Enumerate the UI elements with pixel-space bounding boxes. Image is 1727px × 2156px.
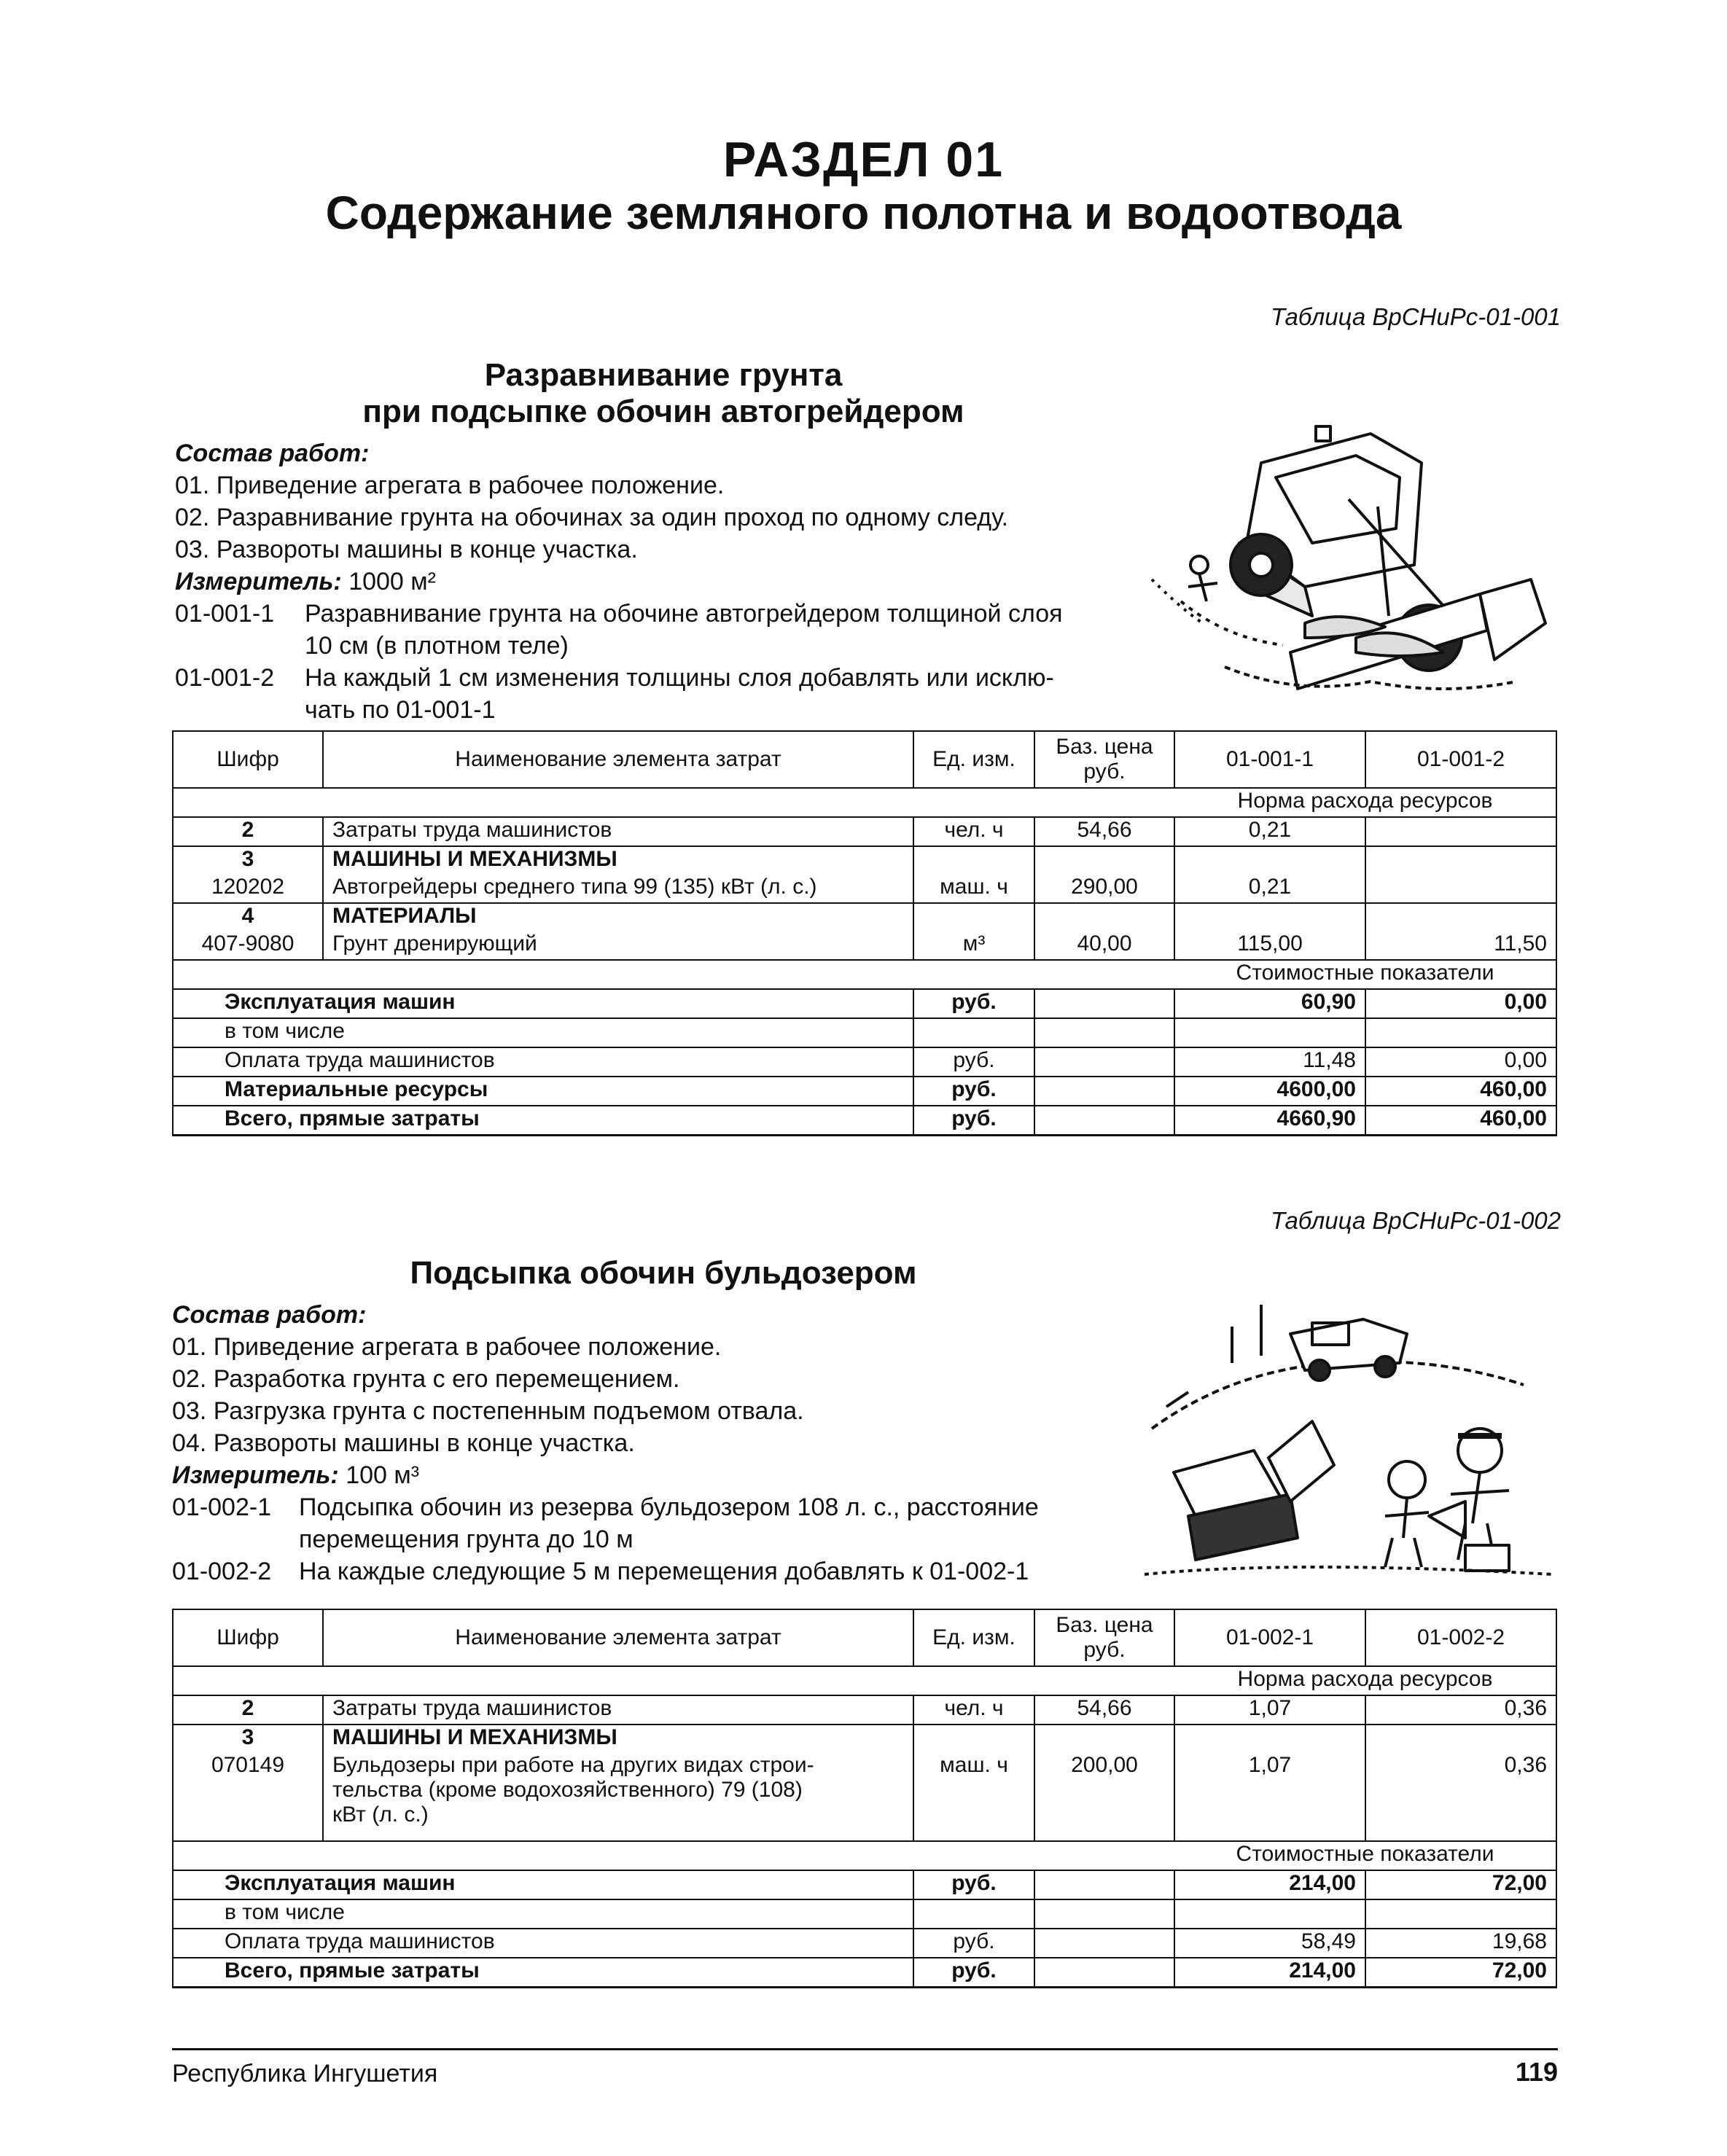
position-item	[175, 662, 1152, 726]
position-text: Разравнивание грунта на обочине автогрейдером толщиной слоя 10 см (в плотном теле)	[305, 600, 1063, 660]
header-code: Шифр	[173, 731, 323, 788]
group-label-row	[173, 1841, 1556, 1870]
table-header-row	[173, 1609, 1556, 1666]
resource-table	[172, 730, 1557, 1136]
position-code: 01-002-2	[172, 1558, 272, 1585]
cost-row: в том числе	[173, 1018, 1556, 1047]
position-text: На каждые следующие 5 м перемещения добавлять к 01-002-1	[299, 1558, 1029, 1585]
work-item: 02. Разработка грунта с его перемещением.	[172, 1365, 680, 1393]
header-price: Баз. цена руб.	[1034, 1609, 1174, 1666]
cost-row: Эксплуатация машин руб. 60,90 0,00	[173, 989, 1556, 1018]
table-row: 070149 Бульдозеры при работе на других видах строи- тельства (кроме водохозяйственного) 79 (108) кВт (л. с.) маш. ч 200,00 1,07 0,36	[173, 1753, 1556, 1841]
measure	[175, 566, 1152, 598]
table-title: при подсыпке обочин автогрейдером	[362, 394, 964, 429]
table-reference: Таблица ВрСНиРс-01-001	[1271, 303, 1561, 330]
measure-value: 100 м³	[346, 1461, 420, 1489]
header-col1: 01-001-1	[1174, 731, 1365, 788]
position-text: На каждый 1 см изменения толщины слоя добавлять или исклю- чать по 01-001-1	[305, 664, 1054, 724]
header-name: Наименование элемента затрат	[323, 1609, 913, 1666]
cost-row: Всего, прямые затраты руб. 214,00 72,00	[173, 1958, 1556, 1988]
work-composition	[172, 1299, 1149, 1587]
norm-label: Норма расхода ресурсов	[1174, 788, 1556, 817]
measure-label: Измеритель:	[175, 568, 342, 595]
bulldozer-illustration	[1145, 1283, 1553, 1589]
position-item	[172, 1555, 1149, 1587]
cost-label: Стоимостные показатели	[1174, 960, 1556, 989]
cost-row: Оплата труда машинистов руб. 58,49 19,68	[173, 1929, 1556, 1958]
section-title: Содержание земляного полотна и водоотвода	[325, 187, 1402, 239]
group-label-row	[173, 960, 1556, 989]
header-code: Шифр	[173, 1609, 323, 1666]
norm-label: Норма расхода ресурсов	[1174, 1666, 1556, 1695]
table-row: 4 МАТЕРИАЛЫ	[173, 903, 1556, 931]
measure-value: 1000 м²	[348, 568, 436, 595]
position-code: 01-001-2	[175, 664, 275, 692]
cost-row: Эксплуатация машин руб. 214,00 72,00	[173, 1870, 1556, 1899]
table-title: Подсыпка обочин бульдозером	[410, 1255, 917, 1291]
footer-region: Республика Ингушетия	[172, 2060, 438, 2087]
header-unit: Ед. изм.	[913, 731, 1034, 788]
position-text: Подсыпка обочин из резерва бульдозером 108 л. с., расстояние перемещения грунта до 10 м	[299, 1493, 1039, 1553]
header-col2: 01-002-2	[1365, 1609, 1556, 1666]
work-item: 01. Приведение агрегата в рабочее положение.	[175, 472, 725, 499]
table-row: 3 МАШИНЫ И МЕХАНИЗМЫ	[173, 1725, 1556, 1753]
measure-label: Измеритель:	[172, 1461, 339, 1489]
work-label: Состав работ:	[175, 440, 370, 467]
table-row: 120202 Автогрейдеры среднего типа 99 (135) кВт (л. с.) маш. ч 290,00 0,21	[173, 875, 1556, 903]
cost-row: Всего, прямые затраты руб. 4660,90 460,00	[173, 1106, 1556, 1136]
work-item: 04. Развороты машины в конце участка.	[172, 1429, 635, 1457]
header-col1: 01-002-1	[1174, 1609, 1365, 1666]
table-row: 2 Затраты труда машинистов чел. ч 54,66 1,07 0,36	[173, 1695, 1556, 1725]
table-reference: Таблица ВрСНиРс-01-002	[1271, 1207, 1561, 1234]
group-label-row	[173, 788, 1556, 817]
work-label: Состав работ:	[172, 1301, 367, 1329]
page-number: 119	[1515, 2057, 1558, 2087]
work-item: 03. Развороты машины в конце участка.	[175, 536, 638, 563]
measure	[172, 1459, 1149, 1491]
work-item: 01. Приведение агрегата в рабочее положение.	[172, 1333, 722, 1361]
table-row: 3 МАШИНЫ И МЕХАНИЗМЫ	[173, 846, 1556, 875]
position-item	[175, 598, 1152, 662]
work-item: 03. Разгрузка грунта с постепенным подъемом отвала.	[172, 1397, 804, 1425]
header-unit: Ед. изм.	[913, 1609, 1034, 1666]
cost-row: Материальные ресурсы руб. 4600,00 460,00	[173, 1077, 1556, 1106]
header-price: Баз. цена руб.	[1034, 731, 1174, 788]
cost-row: Оплата труда машинистов руб. 11,48 0,00	[173, 1047, 1556, 1077]
cost-row: в том числе	[173, 1899, 1556, 1929]
motor-grader-illustration	[1137, 419, 1553, 718]
work-item: 02. Разравнивание грунта на обочинах за один проход по одному следу.	[175, 504, 1009, 531]
position-code: 01-001-1	[175, 600, 275, 628]
position-code: 01-002-1	[172, 1493, 272, 1521]
footer-rule	[172, 2048, 1558, 2050]
work-composition	[175, 437, 1152, 726]
table-header-row	[173, 731, 1556, 788]
cost-label: Стоимостные показатели	[1174, 1841, 1556, 1870]
section-number: РАЗДЕЛ 01	[722, 132, 1005, 187]
position-item	[172, 1491, 1149, 1555]
table-row: 407-9080 Грунт дренирующий м³ 40,00 115,00 11,50	[173, 931, 1556, 960]
header-col2: 01-001-2	[1365, 731, 1556, 788]
table-title: Разравнивание грунта	[484, 357, 843, 393]
header-name: Наименование элемента затрат	[323, 731, 913, 788]
table-row: 2 Затраты труда машинистов чел. ч 54,66 0,21	[173, 817, 1556, 846]
group-label-row	[173, 1666, 1556, 1695]
resource-table	[172, 1609, 1557, 1988]
